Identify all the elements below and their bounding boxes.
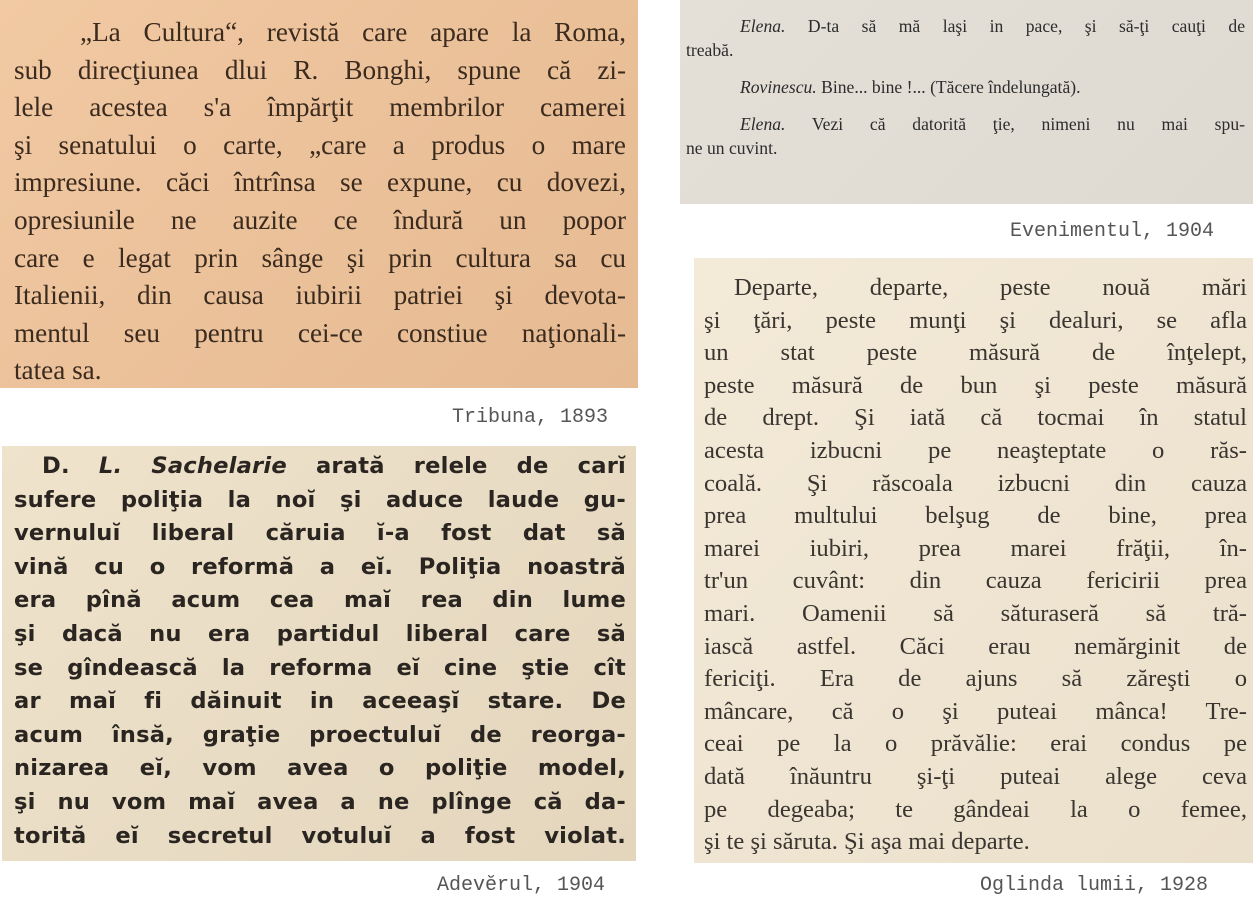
text-line: mari. Oamenii să săturaseră să tră- — [704, 599, 1247, 627]
text-line: iască astfel. Căci erau nemărginit de — [704, 632, 1247, 660]
caption-adeverul: Adevĕrul, 1904 — [437, 874, 606, 897]
text-line: ne un cuvint. — [686, 138, 778, 158]
text-line: treabă. — [686, 40, 734, 60]
text-line: fericiţi. Era de ajuns să zăreşti o — [704, 665, 1247, 693]
text-line: tr'un cuvânt: din cauza fericirii prea — [704, 567, 1247, 595]
person-name: L. Sachelarie — [98, 453, 287, 479]
text-line: şi dacă nu era partidul liberal care să — [14, 620, 626, 647]
text-line: D. L. Sachelarie arată relele de carĭ — [42, 453, 626, 479]
clipping-evenimentul-1904 — [680, 0, 1253, 204]
text-line: Elena. Vezi că datorită ţie, nimeni nu mai spu- — [740, 114, 1245, 134]
text-line: sub direcţiunea dlui R. Bonghi, spune că zi- — [14, 54, 626, 85]
text-line: opresiunile ne auzite ce îndură un popor — [14, 204, 626, 235]
text-line: prea multului belşug de bine, prea — [704, 502, 1247, 530]
clipping-adeverul-1904 — [2, 446, 636, 861]
text-line: nizarea eĭ, vom avea o poliţie model, — [14, 755, 626, 782]
text-line: se gîndească la reforma eĭ cine ştie cît — [14, 654, 626, 681]
text-line: sufere poliţia la noĭ şi aduce laude gu- — [14, 486, 626, 513]
text-line: şi senatului o carte, „care a produs o mare — [14, 129, 626, 160]
text-line: lele acestea s'a împărţit membrilor camerei — [14, 92, 626, 123]
text-line: era pînă acum cea maĭ rea din lume — [14, 587, 626, 614]
text-line: marei iubiri, prea marei frăţii, în- — [704, 534, 1247, 562]
text-line: Rovinescu. Bine... bine !... (Tăcere îndelungată). — [740, 77, 1081, 97]
text-line: acum însă, graţie proectuluĭ de reorga- — [14, 721, 626, 748]
clipping-oglinda-lumii-1928 — [694, 258, 1253, 863]
text-line: Elena. D-ta să mă laşi in pace, şi să-ţi cauţi de — [740, 16, 1245, 36]
text-line: Departe, departe, peste nouă mări — [734, 274, 1247, 301]
speaker-name: Elena. — [740, 114, 786, 134]
text-line: ar maĭ fi dăinuit in aceeaşĭ stare. De — [14, 688, 626, 715]
dialogue-paragraph — [686, 75, 1245, 99]
text-line: şi te şi săruta. Şi aşa mai departe. — [704, 828, 1030, 856]
text-line: Italienii, din causa iubirii patriei şi devota- — [14, 280, 626, 311]
dialogue-paragraph — [686, 112, 1245, 160]
speaker-name: Rovinescu. — [740, 77, 817, 97]
speaker-name: Elena. — [740, 16, 786, 36]
text-line: vină cu o reformă a eĭ. Poliţia noastră — [14, 553, 626, 580]
text-line: pe degeaba; te gândeai la o femee, — [704, 795, 1247, 823]
text-line: şi ţări, peste munţi şi dealuri, se afla — [704, 306, 1247, 334]
text-line: impresiune. căci întrînsa se expune, cu dovezi, — [14, 167, 626, 198]
text-line: mentul seu pentru cei-ce constiue naţionali- — [14, 317, 626, 348]
text-line: dată înăuntru şi-ţi puteai alege ceva — [704, 762, 1247, 790]
text-line: tatea sa. — [14, 355, 102, 386]
text-line: care e legat prin sânge şi prin cultura sa cu — [14, 242, 626, 273]
text-line: torită eĭ secretul votuluĭ a fost violat. — [14, 822, 626, 849]
text-line: vernuluĭ liberal căruia ĭ-a fost dat să — [14, 520, 626, 547]
text-line: ceai pe la o prăvălie: erai condus pe — [704, 730, 1247, 758]
text-line: acesta izbucni pe neaşteptate o răs- — [704, 436, 1247, 464]
text-line: şi nu vom maĭ avea a ne plînge că da- — [14, 788, 626, 815]
caption-oglinda-lumii: Oglinda lumii, 1928 — [980, 874, 1209, 897]
text-line: un stat peste măsură de înţelept, — [704, 339, 1247, 367]
text-line: „La Cultura“, revistă care apare la Roma, — [80, 17, 626, 47]
dialogue-paragraph — [686, 14, 1245, 62]
text-line: mâncare, că o şi puteai mânca! Tre- — [704, 697, 1247, 725]
clipping-tribuna-1893 — [0, 0, 638, 388]
text-line: de drept. Şi iată că tocmai în statul — [704, 404, 1247, 432]
caption-tribuna: Tribuna, 1893 — [452, 406, 609, 429]
text-line: coală. Şi răscoala izbucni din cauza — [704, 469, 1247, 497]
text-line: peste măsură de bun şi peste măsură — [704, 371, 1247, 399]
caption-evenimentul: Evenimentul, 1904 — [1010, 220, 1215, 243]
